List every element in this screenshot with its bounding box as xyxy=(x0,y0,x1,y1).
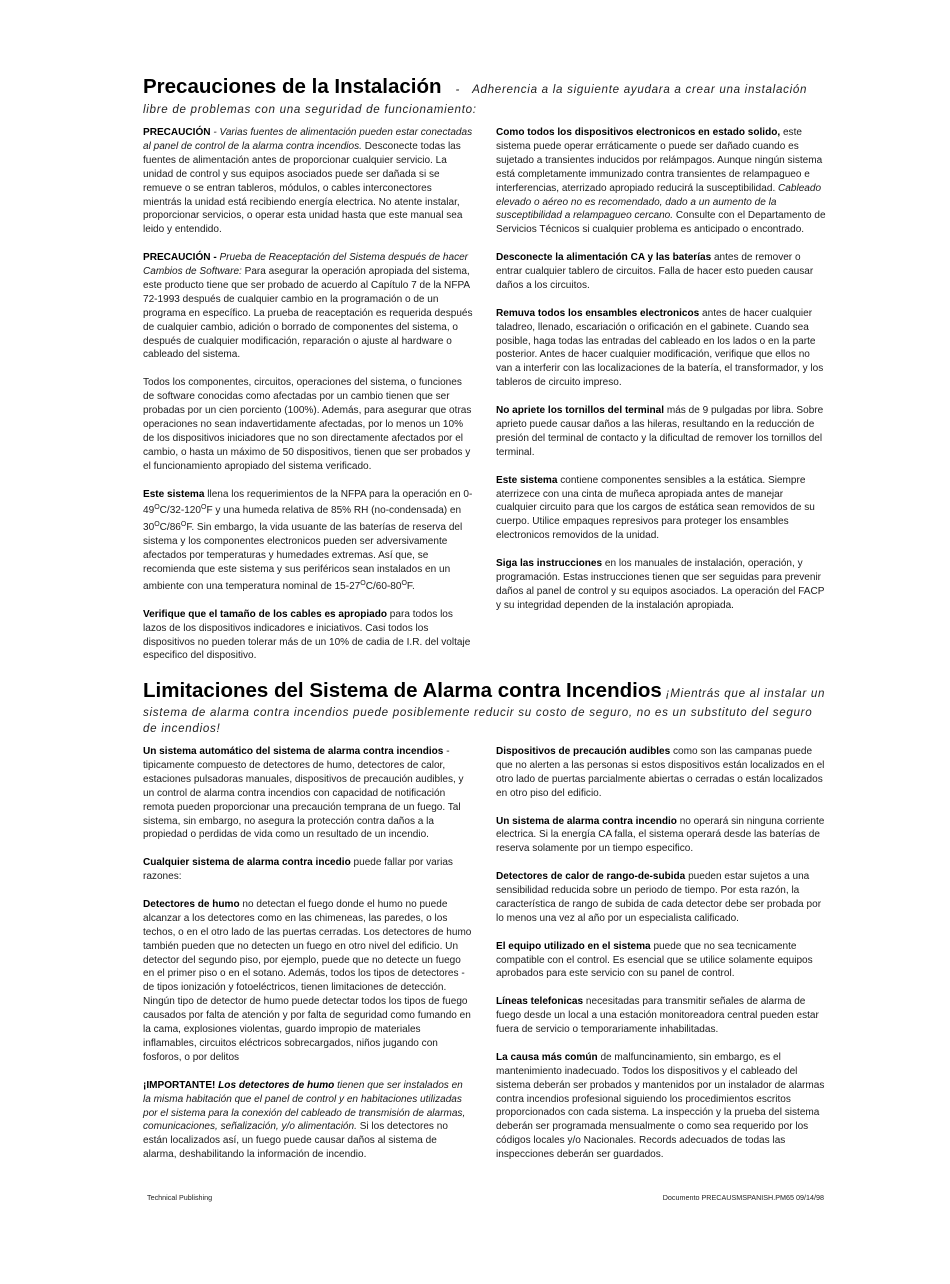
audible-label: Dispositivos de precaución audibles xyxy=(496,746,671,757)
automatic-text: - tipicamente compuesto de detectores de humo, detectores de calor, estaciones pulsadoras manuales, dispositivos de precaución audibles, y un control de alarma contra incendios con capacidad de notificación remota pueden proporcionar una precaución temprana de un fuego. Tal sistema, sin embargo, no asegura la protección contra daños a la propiedad o perdidas de vida como un resultado de un incendio. xyxy=(143,746,464,841)
heat-text: pueden estar sujetos a una sensibilidad reducida sobre un periodo de tiempo. Por esta razón, la característica de rango de subida de cada detector debe ser probada por lo menos una vez al año por un especialista calificado. xyxy=(496,871,822,924)
important-italic: tienen que ser instalados en la misma habitación que el panel de control y en habitaciones utilizadas por el sistema para la conexión del cableado de transmisión de alarmas, comunicaciones, señalización, y/o alimentación. xyxy=(143,1079,466,1133)
any-system-paragraph xyxy=(143,856,473,884)
remove-text: antes de hacer cualquier taladreo, llenado, escariación o orificación en el gabinete. Cuando sea posible, haga todas las entradas del cableado en los lados o en la parte posterior. Antes de hacer cualquier modificación, verifique que ellos no van a interferir con las localizaciones de la batería, el transformador, y los tableros de circuito impreso. xyxy=(496,307,824,389)
disconnect-text: antes de remover o entrar cualquier tablero de circuitos. Falla de hacer esto pueden causar daños a los circuitos. xyxy=(496,252,814,291)
section2-subtitle-b: sistema de alarma contra incendios puede posiblemente reducir su costo de seguro, no es un substituto del seguro xyxy=(143,706,813,719)
no-power-text: no operará sin ninguna corriente electrica. Si la energía CA falla, el sistema operará desde las baterías de reserva solamente por un tiempo especifico. xyxy=(496,815,825,855)
screws-label: No apriete los tornillos del terminal xyxy=(496,405,665,417)
cable-size-paragraph xyxy=(143,608,473,664)
phone-lines-paragraph xyxy=(496,995,826,1037)
cause-label: La causa más común xyxy=(496,1051,598,1063)
env-text: F. xyxy=(406,580,415,592)
system-environment-paragraph xyxy=(143,488,473,594)
section2-subtitle-c: de incendios! xyxy=(143,722,221,735)
solid-state-text: Consulte con el Departamento de Servicios Técnicos si cualquier problema es anticipado o encontrado. xyxy=(496,210,826,236)
section1-header xyxy=(143,74,826,118)
env-text: C/60-80 xyxy=(365,580,402,592)
degree-mark: O xyxy=(200,504,207,512)
screws-text: más de 9 pulgadas por libra. Sobre aprieto puede causar daños a las hileras, resultando en la reducción de presión del terminal de contacto y la dificultad de remover los tornillos del terminal. xyxy=(496,405,824,458)
equipment-paragraph xyxy=(496,940,826,982)
instructions-label: Siga las instrucciones xyxy=(496,558,603,570)
important-label: ¡IMPORTANTE! xyxy=(143,1079,216,1091)
precaution-italic: Prueba de Reaceptación del Sistema después de hacer Cambios de Software: xyxy=(143,252,469,278)
no-power-label: Un sistema de alarma contra incendio xyxy=(496,815,677,827)
important-paragraph xyxy=(143,1079,473,1162)
cause-text: de malfuncinamiento, sin embargo, es el mantenimiento inadecuado. Todos los dispositivos y el cableado del sistema deberán ser probados y mantenidos por un instalador de alarmas contra incendios profesional siguiendo los procedimientos escritos proporcionados con cada sistema. La inspección y la prueba del sistema deberán ser programada mensualmente o como sea requerido por los códigos locales y/o Nacionales. Records adecuados de todas las inspecciones deberán ser guardados. xyxy=(496,1051,825,1161)
components-text: Todos los componentes, circuitos, operaciones del sistema, o funciones de software conocidas como afectadas por un cambio tienen que ser probadas por un cien porciento (100%). Además, para asegurar que otras operaciones no sean indavertidamente afectadas, por lo menos un 10% de los dispositivos iniciadores que no son directamente afectados por el cambio, o hasta un máximo de 50 dispositivos, tienen que ser probados y el funcionamiento apropiado del sistema verificado. xyxy=(143,377,472,472)
disconnect-ac-paragraph xyxy=(496,251,826,293)
degree-mark: O xyxy=(360,579,366,587)
heat-detectors-paragraph xyxy=(496,870,826,926)
system-label: Este sistema xyxy=(143,488,205,500)
important-text: Si los detectores no están localizados así, un fuego puede causar daños al sistema de alarma, deshabilitando la información de incendio. xyxy=(143,1121,448,1161)
solid-state-italic: Cableado elevado o aéreo no es recomendado, dado a un aumento de la susceptibilidad a relampagueo cercano. xyxy=(496,182,822,222)
section1-subtitle-b: libre de problemas con una seguridad de funcionamiento: xyxy=(143,103,477,116)
degree-mark: O xyxy=(180,521,187,529)
section1-title: Precauciones de la Instalación xyxy=(143,75,442,98)
precaution-text: Para asegurar la operación apropiada del sistema, este producto tiene que ser probado de acuerdo al Capítulo 7 de la NFPA 72-1993 después de cualquier cambio en la programación o de un programa en específico. La prueba de reaceptación es requerida después de cualquier cambio, adición o borrado de componentes del sistema, o después de cualquier modificación, reparación o ajuste al hardware o cableado del sistema. xyxy=(143,266,473,361)
cable-text: para todos los lazos de los dispositivos indicadores e iniciativos. Casi todos los dispositivos no pueden tolerar más de un 10% de cadia de I.R. del voltaje especifico del dispositivo. xyxy=(143,608,471,662)
section1-left-column xyxy=(143,126,473,677)
dash: - xyxy=(210,127,220,138)
solid-state-text: este sistema puede operar erráticamente o puede ser dañado cuando es sujetado a transientes inducidos por relámpagos. Aunque ningún sistema está completamente immunizado contra transientes de relampagueo e interferencias, aterrizado apropiado reducirá la susceptibilidad. xyxy=(496,127,823,194)
section2-left-column xyxy=(143,745,473,1176)
automatic-system-paragraph xyxy=(143,745,473,842)
smoke-detectors-paragraph xyxy=(143,898,473,1065)
footer-left: Technical Publishing xyxy=(147,1193,213,1202)
footer-right: Documento PRECAUSMSPANISH.PM65 09/14/98 xyxy=(662,1193,824,1202)
any-system-label: Cualquier sistema de alarma contra incedio xyxy=(143,857,351,869)
precaution-text: Desconecte todas las fuentes de alimentación antes de proporcionar cualquier servicio. La unidad de control y sus equipos asociados puede ser dañada si se remueve o se entran tableros, módulos, o cables interconectores mientrás la unidad está recibiendo energía electrica. No atente instalar, proporcionar servicios, o operar esta unidad hasta que este manual sea leido y entendido. xyxy=(143,140,463,236)
static-paragraph xyxy=(496,474,826,544)
equipment-label: El equipo utilizado en el sistema xyxy=(496,940,651,952)
env-text: F y una humeda relativa de 85% RH (no-condensada) en 30 xyxy=(143,505,462,534)
instructions-text: en los manuales de instalación, operación, y programación. Estas instrucciones tienen que ser seguidas para prevenir daños al panel de control y su equipos asociados. La operación del FACP y su integridad dependen de la instalación apropiada. xyxy=(496,558,825,611)
common-cause-paragraph xyxy=(496,1051,826,1162)
section2-title: Limitaciones del Sistema de Alarma contra Incendios xyxy=(143,679,662,702)
env-text: F. Sin embargo, la vida usuante de las baterías de reserva del sistema y los componentes electronicos pueden ser adversivamente afectados por temperaturas y humedades extremas. Así que, se recomienda que este sistema y sus periféricos sean instalados en un ambiente con una temperatura nominal de 15-27 xyxy=(143,522,463,592)
no-power-paragraph xyxy=(496,815,826,857)
section2-subtitle-a: ¡Mientrás que al instalar un xyxy=(665,687,826,700)
section1-right-column xyxy=(496,126,826,627)
precaution-italic: Varias fuentes de alimentación pueden estar conectadas al panel de control de la alarma contra incendios. xyxy=(143,127,473,152)
static-label: Este sistema xyxy=(496,474,558,486)
env-text: llena los requerimientos de la NFPA para la operación en 0-49 xyxy=(143,488,473,517)
section1-dash: - xyxy=(455,83,461,96)
terminal-screws-paragraph xyxy=(496,404,826,460)
phone-text: necesitadas para transmitir señales de alarma de fuego desde un local a una estación monitoreadora central pueden estar fuera de servicio o temporariamente inhabilitadas. xyxy=(496,996,819,1036)
solid-state-label: Como todos los dispositivos electronicos en estado solido, xyxy=(496,127,781,138)
section1-subtitle-a: Adherencia a la siguiente ayudara a crear una instalación xyxy=(472,83,808,96)
remove-label: Remuva todos los ensambles electronicos xyxy=(496,307,700,319)
degree-mark: O xyxy=(154,504,160,512)
smoke-label: Detectores de humo xyxy=(143,898,240,910)
audible-text: como son las campanas puede que no alerten a las personas si estos dispositivos están localizados en el otro lado de puertas parcialmente abiertas o cerradas o están localizados en otro piso del edificio. xyxy=(496,746,825,799)
section2-right-column xyxy=(496,745,826,1176)
precaution-label: PRECAUCIÓN xyxy=(143,127,211,138)
env-text: C/32-120 xyxy=(159,505,201,517)
degree-mark: O xyxy=(401,579,407,587)
cable-label: Verifique que el tamaño de los cables es apropiado xyxy=(143,608,387,620)
solid-state-paragraph xyxy=(496,126,826,237)
equipment-text: puede que no sea tecnicamente compatible con el control. Es esencial que se utilice solamente equipos aprobados para este servicio con su panel de control. xyxy=(496,940,813,980)
static-text: contiene componentes sensibles a la estática. Siempre aterrizece con una cinta de muñeca apropiada antes de manejar cualquier circuito para que los cargos de estática sean removidos de su cuerpo. Utilice empaques represivos para proteger los ensambles electronicos removidos de la unidad. xyxy=(496,474,815,542)
precaution-software-paragraph xyxy=(143,251,473,362)
important-subject: Los detectores de humo xyxy=(218,1079,335,1091)
section2-header xyxy=(143,679,826,737)
degree-mark: O xyxy=(154,521,160,529)
remove-assemblies-paragraph xyxy=(496,307,826,390)
smoke-text: no detectan el fuego donde el humo no puede alcanzar a los detectores como en las chimeneas, las paredes, o los techos, o en el otro lado de las puertas cerradas. Los detectores de humo también pueden que no detecten un fuego en otro nivel del edificio. Un detector del segundo piso, por ejemplo, puede que no detecte un fuego en el primer piso o en el sotano. Además, todos los tipos de detectores - de tipos ionización y fotoeléctricos, tienen limitaciones de detección. Ningún tipo de detector de humo puede detectar todos los tipos de fuego causados por falta de atención y por falta de seguridad como fumando en la cama, explosiones violentas, guardo impropio de materiales inflamables, circuitos eléctricos sobrecargados, niños jugando con fosforos, o por delitos xyxy=(143,898,472,1063)
env-text: C/86 xyxy=(159,522,181,534)
phone-label: Líneas telefonicas xyxy=(496,996,584,1008)
precaution-label: PRECAUCIÓN - xyxy=(143,252,217,264)
precaution-power-paragraph xyxy=(143,126,473,237)
follow-instructions-paragraph xyxy=(496,557,826,613)
disconnect-label: Desconecte la alimentación CA y las baterías xyxy=(496,252,712,264)
automatic-label: Un sistema automático del sistema de alarma contra incendios xyxy=(143,746,444,757)
components-paragraph xyxy=(143,376,473,473)
heat-label: Detectores de calor de rango-de-subida xyxy=(496,871,686,883)
audible-devices-paragraph xyxy=(496,745,826,801)
any-system-text: puede fallar por varias razones: xyxy=(143,857,453,883)
